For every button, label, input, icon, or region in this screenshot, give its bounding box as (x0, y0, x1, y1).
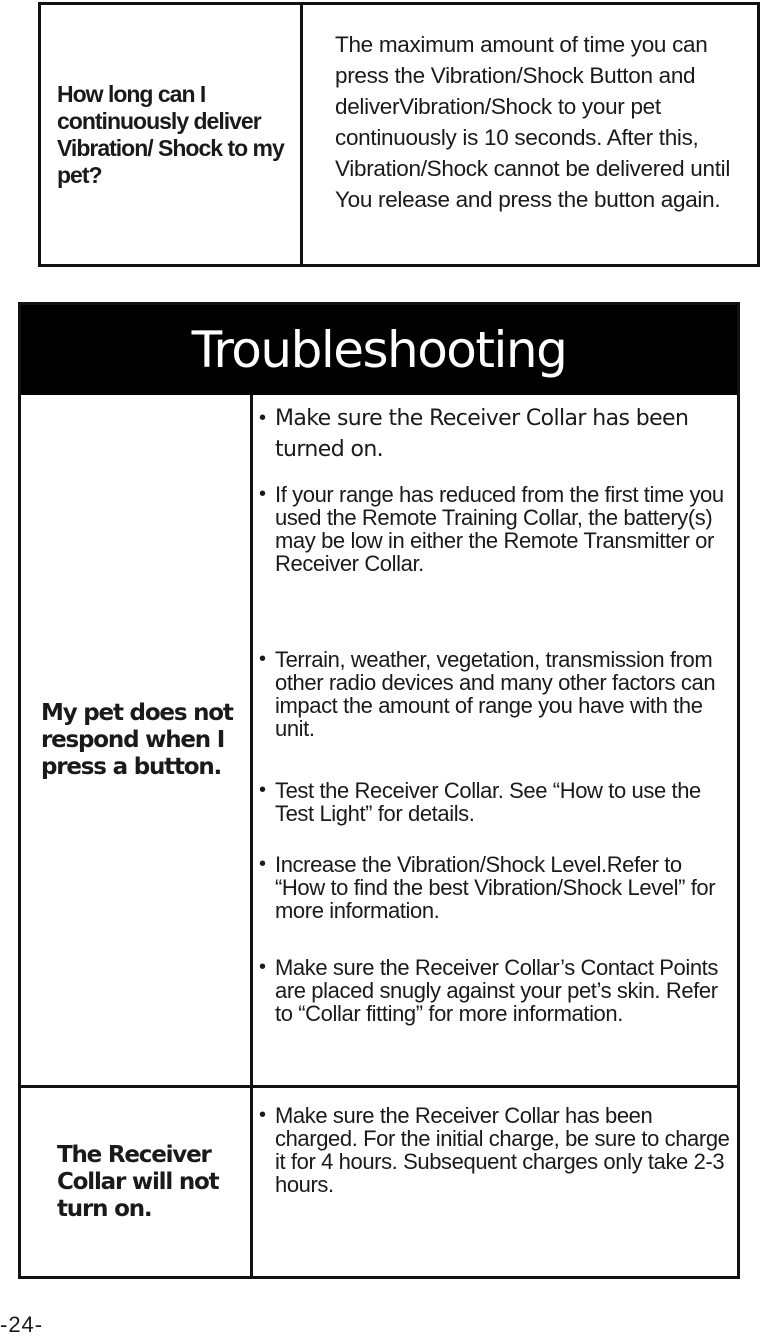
bullet-icon: • (259, 648, 267, 670)
list-item: • Terrain, weather, vegetation, transmission from other radio devices and many other factors can impact the amount of range you have with the unit. (259, 647, 716, 741)
list-item: • Make sure the Receiver Collar has been turned on. (259, 403, 733, 465)
faq-table (38, 2, 760, 267)
list-item: • If your range has reduced from the first time you used the Remote Training Collar, the battery(s) may be low in either the Remote Transmitter or Receiver Collar. (259, 482, 724, 576)
bullet-icon: • (259, 483, 267, 505)
list-item: • Test the Receiver Collar. See “How to use the Test Light” for details. (259, 778, 701, 826)
list-item: • Increase the Vibration/Shock Level.Refer to “How to find the best Vibration/Shock Level” for more information. (259, 852, 716, 923)
bullet-icon: • (259, 956, 267, 978)
solutions-cell (253, 395, 737, 1085)
faq-question: How long can I continuously deliver Vibration/ Shock to my pet? (41, 5, 303, 264)
bullet-icon: • (259, 779, 267, 801)
list-item: • Make sure the Receiver Collar has been charged. For the initial charge, be sure to charge it for 4 hours. Subsequent charges only take 2-3 hours. (259, 1103, 730, 1197)
table-row (21, 1088, 737, 1276)
troubleshooting-title: Troubleshooting (21, 305, 737, 395)
bullet-icon: • (259, 853, 267, 875)
solutions-cell (253, 1088, 737, 1276)
problem-cell: The Receiver Collar will not turn on. (21, 1088, 253, 1276)
bullet-icon: • (259, 1104, 267, 1126)
table-row (21, 395, 737, 1088)
faq-answer: The maximum amount of time you can press the Vibration/Shock Button and deliverVibration/Shock to your pet continuously is 10 seconds. After this, Vibration/Shock cannot be delivered until You release and press the button again. (335, 32, 731, 212)
problem-cell: My pet does not respond when I press a button. (21, 395, 253, 1085)
page-number: -24- (0, 1312, 44, 1337)
troubleshooting-table (18, 302, 740, 1279)
list-item: • Make sure the Receiver Collar’s Contact Points are placed snugly against your pet’s skin. Refer to “Collar fitting” for more information. (259, 955, 718, 1026)
bullet-icon: • (259, 407, 267, 429)
